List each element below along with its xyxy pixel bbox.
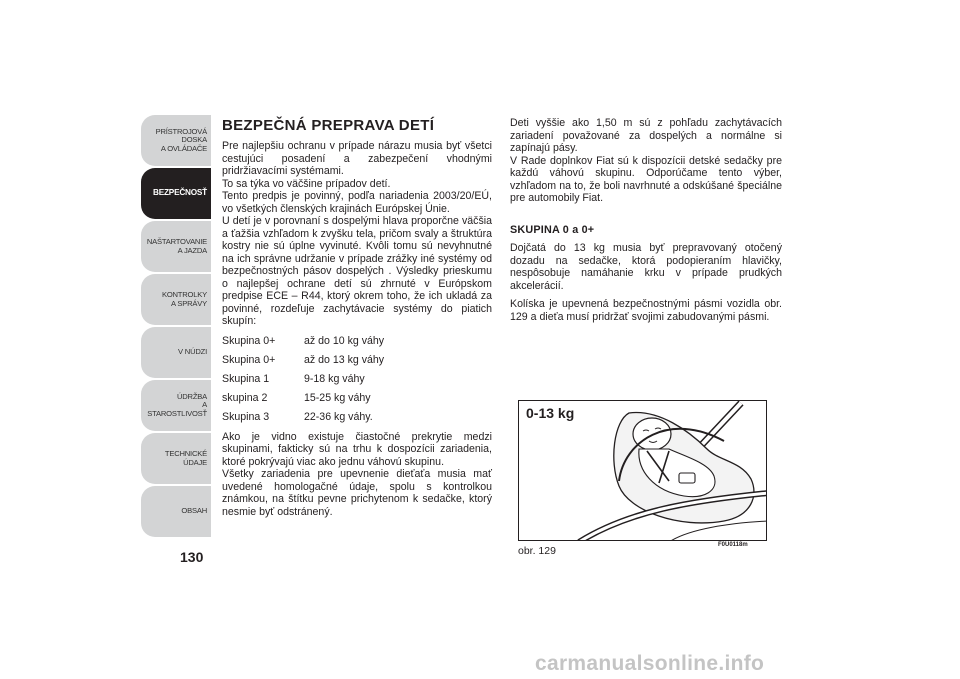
- tab-label-line: A STAROSTLIVOSŤ: [147, 400, 207, 418]
- tab-udrzba[interactable]: [141, 380, 211, 431]
- tab-label-line: V NÚDZI: [178, 347, 207, 357]
- tab-label-line: A OVLÁDAČE: [160, 143, 207, 153]
- watermark: carmanualsonline.info: [535, 652, 765, 675]
- list-item: [222, 332, 492, 351]
- paragraph: U detí je v porovnaní s dospelými hlava proporčne väčšia a ťažšia vzhľadom k zvyšku tela, pričom svaly a štruktúra kostry nie sú úplne vyvinuté. Kvôli tomu sú nevyhnutné na ich správne udržanie v prípade zrážky iné systémy od bezpečnostných pásov dospelých . Výsledky prieskumu o najlepšej ochrane detí sú zhrnuté v Európskom predpise ECE – R44, ktorý okrem toho, že ich ukladá za povinné, rozdeľuje zachytávacie systémy do piatich skupín:: [222, 215, 492, 327]
- figure-label: 0-13 kg: [526, 405, 575, 421]
- list-item: [222, 389, 492, 408]
- group-weight: až do 13 kg váhy: [304, 353, 385, 366]
- tab-label-line: DOSKA: [181, 135, 207, 145]
- group-weight: 15-25 kg váhy: [304, 391, 371, 404]
- list-item: [222, 408, 492, 427]
- group-name: Skupina 0+: [222, 334, 276, 347]
- paragraph: To sa týka vo väčšine prípadov detí.: [222, 177, 391, 190]
- figure-code: F0U0118m: [718, 542, 748, 548]
- paragraph: Dojčatá do 13 kg musia byť prepravovaný otočený dozadu na sedačke, ktorá podopieraním hlavičky, nespôsobuje namáhanie krku v prípade prudkých akcelerácií.: [510, 242, 782, 292]
- tab-label-line: NAŠTARTOVANIE: [146, 236, 207, 246]
- list-item: [222, 351, 492, 370]
- tab-technicke-udaje[interactable]: [141, 433, 211, 484]
- chapter-tabs: [141, 115, 211, 539]
- group-name: Skupina 3: [222, 410, 270, 423]
- subsection-title: SKUPINA 0 a 0+: [510, 223, 595, 236]
- tab-label-line: KONTROLKY: [161, 289, 207, 299]
- paragraph: Všetky zariadenia pre upevnenie dieťaťa musia mať uvedené homologačné údaje, spolu s kontrolkou známkou, na štítku pevne prichytenom k sedačke, ktorý nesmie byť odstránený.: [222, 468, 492, 518]
- tab-label-line: TECHNICKÉ ÚDAJE: [164, 448, 207, 467]
- tab-label-line: OBSAH: [181, 506, 207, 516]
- tab-pristrojova-doska[interactable]: [141, 115, 211, 166]
- group-name: Skupina 0+: [222, 353, 276, 366]
- page-number: 130: [180, 549, 204, 565]
- paragraph: Kolíska je upevnená bezpečnostnými pásmi vozidla obr. 129 a dieťa musí pridržať svojimi zabudovanými pásmi.: [510, 298, 782, 323]
- group-name: skupina 2: [222, 391, 268, 404]
- list-item: [222, 370, 492, 389]
- tab-label-line: ÚDRŽBA: [176, 391, 207, 401]
- paragraph: Deti vyššie ako 1,50 m sú z pohľadu zachytávacích zariadení považované za dospelých a normálne si zapínajú pásy.: [510, 117, 782, 154]
- paragraph: Ako je vidno existuje čiastočné prekrytie medzi skupinami, fakticky sú na trhu k dospozícii zariadenia, ktoré pokrývajú viac ako jednu váhovú skupinu.: [222, 430, 492, 468]
- tab-label-line: A SPRÁVY: [171, 298, 207, 308]
- tab-kontrolky[interactable]: [141, 274, 211, 325]
- child-seat-illustration: [519, 401, 767, 541]
- tab-label-line: A JAZDA: [177, 245, 207, 255]
- tab-label-line: PRÍSTROJOVÁ: [155, 126, 207, 136]
- group-name: Skupina 1: [222, 372, 270, 385]
- paragraph: Pre najlepšiu ochranu v prípade nárazu musia byť všetci cestujúci posadení a zabezpečení vhodnými pridržiavacími systémami.: [222, 140, 492, 177]
- section-title: BEZPEČNÁ PREPRAVA DETÍ: [222, 117, 435, 134]
- figure-child-seat: [518, 400, 767, 541]
- paragraph: Tento predpis je povinný, podľa nariadenia 2003/20/EÚ, vo všetkých členských krajinách Európskej Únie.: [222, 190, 492, 215]
- left-column: [222, 117, 492, 518]
- figure-caption: obr. 129: [518, 545, 556, 557]
- group-weight: až do 10 kg váhy: [304, 334, 385, 347]
- right-column: [510, 117, 782, 323]
- tab-nastartovanie[interactable]: [141, 221, 211, 272]
- tab-bezpecnost[interactable]: [141, 168, 211, 219]
- tab-obsah[interactable]: [141, 486, 211, 537]
- paragraph: V Rade doplnkov Fiat sú k dispozícii detské sedačky pre každú váhovú skupinu. Odporúčame tento výber, vzhľadom na to, že boli navrhnuté a odskúšané špeciálne pre automobily Fiat.: [510, 154, 782, 204]
- group-weight: 9-18 kg váhy: [304, 372, 365, 385]
- tab-v-nudzi[interactable]: [141, 327, 211, 378]
- weight-groups-list: [222, 332, 492, 427]
- tab-label-line: BEZPEČNOSŤ: [153, 188, 207, 198]
- group-weight: 22-36 kg váhy.: [304, 410, 373, 423]
